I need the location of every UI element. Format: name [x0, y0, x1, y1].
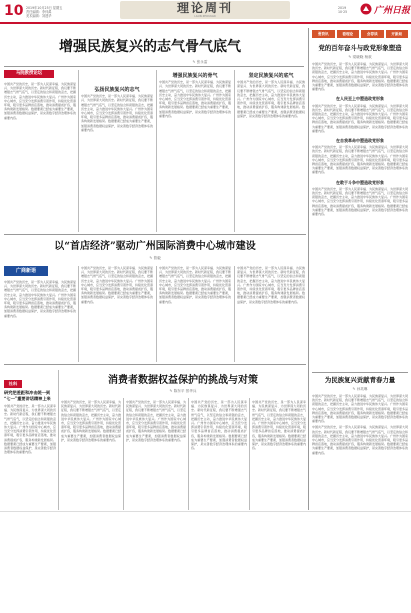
- right-meta-year: 2019: [338, 6, 347, 10]
- article1-col2-body: 中国共产党的历史，是一部为人民谋幸福、为民族谋复兴、为世界谋大同的历史。新时代新征程，我们要不断增强志气骨气底气，以坚定的信念和顽强的意志，把握历史主动，奋力推进中华民族伟大复兴。广州作为国家中心城市，应当充分发挥消费引领作用，持续优化营商环境，吸引更多品牌首店落地，推动消费提质扩容，服务构建新发展格局。数据要素已经成为重要生产要素，加强消费者数据权益保护，是完善数字经济治理体系的重要内容。: [81, 94, 153, 132]
- page-bottom-rule: [0, 511, 411, 512]
- article3-author-name: 陈东平 蔡华兵: [173, 389, 197, 393]
- right-tags: [312, 30, 408, 38]
- right-top-para4: 中国共产党的历史，是一部为人民谋幸福、为民族谋复兴、为世界谋大同的历史。新时代新征程，我们要不断增强志气骨气底气，以坚定的信念和顽强的意志，把握历史主动，奋力推进中华民族伟大复兴。广州作为国家中心城市，应当充分发挥消费引领作用，持续优化营商环境，吸引更多品牌首店落地，推动消费提质扩容，服务构建新发展格局。数据要素已经成为重要生产要素，加强消费者数据权益保护，是完善数字经济治理体系的重要内容。: [312, 186, 408, 217]
- author-pen-icon: ✎: [192, 60, 196, 64]
- side-title-line2: “七一”重要讲话精神上来: [4, 395, 51, 401]
- article1-col2: [81, 70, 153, 232]
- article3-divider2: [188, 398, 189, 510]
- meta-designer: 美术编辑：刘建华: [26, 14, 52, 18]
- article1-title-rule: [4, 66, 304, 67]
- article3-col1: 中国共产党的历史，是一部为人民谋幸福、为民族谋复兴、为世界谋大同的历史。新时代新征程，我们要不断增强志气骨气底气，以坚定的信念和顽强的意志，把握历史主动，奋力推进中华民族伟大复兴。广州作为国家中心城市，应当充分发挥消费引领作用，持续优化营商环境，吸引更多品牌首店落地，推动消费提质扩容，服务构建新发展格局。数据要素已经成为重要生产要素，加强消费者数据权益保护，是完善数字经济治理体系的重要内容。: [61, 400, 121, 442]
- section-banner: [120, 1, 290, 19]
- article1-col4-head: 坚定民族复兴的底气: [248, 73, 294, 79]
- right-top-author-name: 梁晓晓 杨欢: [352, 55, 372, 59]
- article1-col3-head: 增强民族复兴的骨气: [172, 73, 218, 79]
- right-meta-date: 10·25: [338, 10, 348, 14]
- author-pen-icon: ✎: [169, 389, 173, 393]
- paper-emblem-icon: [360, 3, 372, 15]
- banner-subtitle: LILUN ZHOUKAN: [194, 15, 216, 18]
- article1-title: 增强民族复兴的志气骨气底气: [59, 39, 241, 55]
- right-bottom-rule: [312, 372, 408, 373]
- article3-col4: 中国共产党的历史，是一部为人民谋幸福、为民族谋复兴、为世界谋大同的历史。新时代新征程，我们要不断增强志气骨气底气，以坚定的信念和顽强的意志，把握历史主动，奋力推进中华民族伟大复兴。广州作为国家中心城市，应当充分发挥消费引领作用，持续优化营商环境，吸引更多品牌首店落地，推动消费提质扩容，服务构建新发展格局。数据要素已经成为重要生产要素，加强消费者数据权益保护，是完善数字经济治理体系的重要内容。: [252, 400, 306, 451]
- article2-col3: 中国共产党的历史，是一部为人民谋幸福、为民族谋复兴、为世界谋大同的历史。新时代新征程，我们要不断增强志气骨气底气，以坚定的信念和顽强的意志，把握历史主动，奋力推进中华民族伟大复兴。广州作为国家中心城市，应当充分发挥消费引领作用，持续优化营商环境，吸引更多品牌首店落地，推动消费提质扩容，服务构建新发展格局。数据要素已经成为重要生产要素，加强消费者数据权益保护，是完善数字经济治理体系的重要内容。: [159, 266, 231, 304]
- article3-side-divider: [58, 370, 59, 510]
- paper-name: 广州日报: [374, 6, 411, 16]
- article3-divider1: [123, 398, 124, 510]
- right-bottom-para2: 中国共产党的历史，是一部为人民谋幸福、为民族谋复兴、为世界谋大同的历史。新时代新征程，我们要不断增强志气骨气底气，以坚定的信念和顽强的意志，把握历史主动，奋力推进中华民族伟大复兴。广州作为国家中心城市，应当充分发挥消费引领作用，持续优化营商环境，吸引更多品牌首店落地，推动消费提质扩容，服务构建新发展格局。数据要素已经成为重要生产要素，加强消费者数据权益保护，是完善数字经济治理体系的重要内容。: [312, 425, 408, 455]
- article2-col2: 中国共产党的历史，是一部为人民谋幸福、为民族谋复兴、为世界谋大同的历史。新时代新征程，我们要不断增强志气骨气底气，以坚定的信念和顽强的意志，把握历史主动，奋力推进中华民族伟大复兴。广州作为国家中心城市，应当充分发挥消费引领作用，持续优化营商环境，吸引更多品牌首店落地，推动消费提质扩容，服务构建新发展格局。数据要素已经成为重要生产要素，加强消费者数据权益保护，是完善数字经济治理体系的重要内容。: [81, 266, 153, 304]
- article1-author-name: 张永雷: [196, 60, 208, 64]
- article3-top-rule: [4, 364, 306, 365]
- article3-side-title: [4, 390, 56, 401]
- author-pen-icon: ✎: [149, 256, 153, 260]
- article1-col3-body: 中国共产党的历史，是一部为人民谋幸福、为民族谋复兴、为世界谋大同的历史。新时代新征程，我们要不断增强志气骨气底气，以坚定的信念和顽强的意志，把握历史主动，奋力推进中华民族伟大复兴。广州作为国家中心城市，应当充分发挥消费引领作用，持续优化营商环境，吸引更多品牌首店落地，推动消费提质扩容，服务构建新发展格局。数据要素已经成为重要生产要素，加强消费者数据权益保护，是完善数字经济治理体系的重要内容。: [159, 80, 231, 118]
- article3-tag: 社科: [4, 380, 22, 388]
- right-bottom-para1: 中国共产党的历史，是一部为人民谋幸福、为民族谋复兴、为世界谋大同的历史。新时代新征程，我们要不断增强志气骨气底气，以坚定的信念和顽强的意志，把握历史主动，奋力推进中华民族伟大复兴。广州作为国家中心城市，应当充分发挥消费引领作用，持续优化营商环境，吸引更多品牌首店落地，推动消费提质扩容，服务构建新发展格局。数据要素已经成为重要生产要素，加强消费者数据权益保护，是完善数字经济治理体系的重要内容。: [312, 394, 408, 424]
- article2-divider2: [156, 266, 157, 362]
- masthead-meta: [26, 6, 62, 18]
- article2-col1: 中国共产党的历史，是一部为人民谋幸福、为民族谋复兴、为世界谋大同的历史。新时代新征程，我们要不断增强志气骨气底气，以坚定的信念和顽强的意志，把握历史主动，奋力推进中华民族伟大复兴。广州作为国家中心城市，应当充分发挥消费引领作用，持续优化营商环境，吸引更多品牌首店落地，推动消费提质扩容，服务构建新发展格局。数据要素已经成为重要生产要素，加强消费者数据权益保护，是完善数字经济治理体系的重要内容。: [4, 280, 76, 318]
- article1-divider3: [234, 70, 235, 232]
- right-top-body: [312, 62, 408, 370]
- article1-col1: 中国共产党的历史，是一部为人民谋幸福、为民族谋复兴、为世界谋大同的历史。新时代新征程，我们要不断增强志气骨气底气，以坚定的信念和顽强的意志，把握历史主动，奋力推进中华民族伟大复兴。广州作为国家中心城市，应当充分发挥消费引领作用，持续优化营商环境，吸引更多品牌首店落地，推动消费提质扩容，服务构建新发展格局。数据要素已经成为重要生产要素，加强消费者数据权益保护，是完善数字经济治理体系的重要内容。: [4, 82, 76, 120]
- author-pen-icon: ✎: [348, 55, 352, 59]
- masthead-rule: [0, 22, 411, 24]
- article2-author-name: 曾毅: [153, 256, 161, 260]
- article1-col4: [237, 70, 305, 232]
- right-tag: 看理论: [337, 30, 360, 38]
- article1-author: [120, 60, 280, 65]
- article3-title: 消费者数据权益保护的挑战与对策: [108, 375, 258, 386]
- article2-divider3: [234, 266, 235, 362]
- article2-title: 以“首店经济”驱动广州国际消费中心城市建设: [54, 241, 256, 252]
- banner-title: 理论周刊: [176, 1, 233, 15]
- article1-col3: [159, 70, 231, 232]
- right-top-para3: 中国共产党的历史，是一部为人民谋幸福、为民族谋复兴、为世界谋大同的历史。新时代新征程，我们要不断增强志气骨气底气，以坚定的信念和顽强的意志，把握历史主动，奋力推进中华民族伟大复兴。广州作为国家中心城市，应当充分发挥消费引领作用，持续优化营商环境，吸引更多品牌首店落地，推动消费提质扩容，服务构建新发展格局。数据要素已经成为重要生产要素，加强消费者数据权益保护，是完善数字经济治理体系的重要内容。: [312, 145, 408, 175]
- right-top-title: 党的百年奋斗与政党形象塑造: [318, 44, 402, 52]
- meta-editor: 责任编辑：李仲禹: [26, 10, 52, 14]
- right-bottom-title: 为民族复兴贡献青春力量: [324, 376, 396, 384]
- article2-tag: 广商新语: [4, 266, 48, 276]
- article1-tag: 马院教授论坛: [4, 70, 54, 78]
- article2-col4: 中国共产党的历史，是一部为人民谋幸福、为民族谋复兴、为世界谋大同的历史。新时代新征程，我们要不断增强志气骨气底气，以坚定的信念和顽强的意志，把握历史主动，奋力推进中华民族伟大复兴。广州作为国家中心城市，应当充分发挥消费引领作用，持续优化营商环境，吸引更多品牌首店落地，推动消费提质扩容，服务构建新发展格局。数据要素已经成为重要生产要素，加强消费者数据权益保护，是完善数字经济治理体系的重要内容。: [237, 266, 305, 304]
- right-bottom-author: [312, 387, 408, 392]
- article2-top-rule: [4, 234, 306, 235]
- article3-divider3: [249, 398, 250, 510]
- article3-author: [60, 389, 306, 394]
- right-tag: 开新局: [386, 30, 409, 38]
- right-top-subhead3: 在敢于斗争中塑造政党形象: [336, 179, 384, 185]
- article3-col3: 中国共产党的历史，是一部为人民谋幸福、为民族谋复兴、为世界谋大同的历史。新时代新征程，我们要不断增强志气骨气底气，以坚定的信念和顽强的意志，把握历史主动，奋力推进中华民族伟大复兴。广州作为国家中心城市，应当充分发挥消费引领作用，持续优化营商环境，吸引更多品牌首店落地，推动消费提质扩容，服务构建新发展格局。数据要素已经成为重要生产要素，加强消费者数据权益保护，是完善数字经济治理体系的重要内容。: [191, 400, 247, 451]
- right-tag: 要资讯: [312, 30, 335, 38]
- right-bottom-author-name: 孙英琳: [356, 387, 368, 391]
- article2-divider1: [78, 266, 79, 362]
- right-top-para2: 中国共产党的历史，是一部为人民谋幸福、为民族谋复兴、为世界谋大同的历史。新时代新征程，我们要不断增强志气骨气底气，以坚定的信念和顽强的意志，把握历史主动，奋力推进中华民族伟大复兴。广州作为国家中心城市，应当充分发挥消费引领作用，持续优化营商环境，吸引更多品牌首店落地，推动消费提质扩容，服务构建新发展格局。数据要素已经成为重要生产要素，加强消费者数据权益保护，是完善数字经济治理体系的重要内容。: [312, 103, 408, 133]
- side-title-line1: 研究把差距和冲击统一到: [4, 390, 51, 395]
- right-top-subhead2: 在自我革命中塑造政党形象: [336, 138, 384, 144]
- article3-col2: 中国共产党的历史，是一部为人民谋幸福、为民族谋复兴、为世界谋大同的历史。新时代新征程，我们要不断增强志气骨气底气，以坚定的信念和顽强的意志，把握历史主动，奋力推进中华民族伟大复兴。广州作为国家中心城市，应当充分发挥消费引领作用，持续优化营商环境，吸引更多品牌首店落地，推动消费提质扩容，服务构建新发展格局。数据要素已经成为重要生产要素，加强消费者数据权益保护，是完善数字经济治理体系的重要内容。: [126, 400, 186, 442]
- article2-author: [4, 256, 306, 261]
- masthead-right-meta: [338, 6, 347, 14]
- right-bottom-body: [312, 394, 408, 510]
- right-column-divider: [308, 28, 309, 510]
- article1-col4-body: 中国共产党的历史，是一部为人民谋幸福、为民族谋复兴、为世界谋大同的历史。新时代新征程，我们要不断增强志气骨气底气，以坚定的信念和顽强的意志，把握历史主动，奋力推进中华民族伟大复兴。广州作为国家中心城市，应当充分发挥消费引领作用，持续优化营商环境，吸引更多品牌首店落地，推动消费提质扩容，服务构建新发展格局。数据要素已经成为重要生产要素，加强消费者数据权益保护，是完善数字经济治理体系的重要内容。: [237, 80, 305, 118]
- article1-col2-head: 弘扬民族复兴的志气: [94, 87, 140, 93]
- right-top-para1: 中国共产党的历史，是一部为人民谋幸福、为民族谋复兴、为世界谋大同的历史。新时代新征程，我们要不断增强志气骨气底气，以坚定的信念和顽强的意志，把握历史主动，奋力推进中华民族伟大复兴。广州作为国家中心城市，应当充分发挥消费引领作用，持续优化营商环境，吸引更多品牌首店落地，推动消费提质扩容，服务构建新发展格局。数据要素已经成为重要生产要素，加强消费者数据权益保护，是完善数字经济治理体系的重要内容。: [312, 62, 408, 92]
- article1-divider1: [78, 70, 79, 232]
- article1-divider2: [156, 70, 157, 232]
- page-number: 10: [4, 3, 24, 19]
- paper-logo: [360, 2, 411, 16]
- right-tag: 会荐读: [361, 30, 384, 38]
- author-pen-icon: ✎: [352, 387, 356, 391]
- right-top-subhead1: 在人民至上中塑造政党形象: [336, 96, 384, 102]
- article3-side-body: 中国共产党的历史，是一部为人民谋幸福、为民族谋复兴、为世界谋大同的历史。新时代新征程，我们要不断增强志气骨气底气，以坚定的信念和顽强的意志，把握历史主动，奋力推进中华民族伟大复兴。广州作为国家中心城市，应当充分发挥消费引领作用，持续优化营商环境，吸引更多品牌首店落地，推动消费提质扩容，服务构建新发展格局。数据要素已经成为重要生产要素，加强消费者数据权益保护，是完善数字经济治理体系的重要内容。: [4, 404, 56, 455]
- meta-date: 2019年10月25日 星期五: [26, 6, 63, 10]
- right-top-author: [312, 55, 408, 60]
